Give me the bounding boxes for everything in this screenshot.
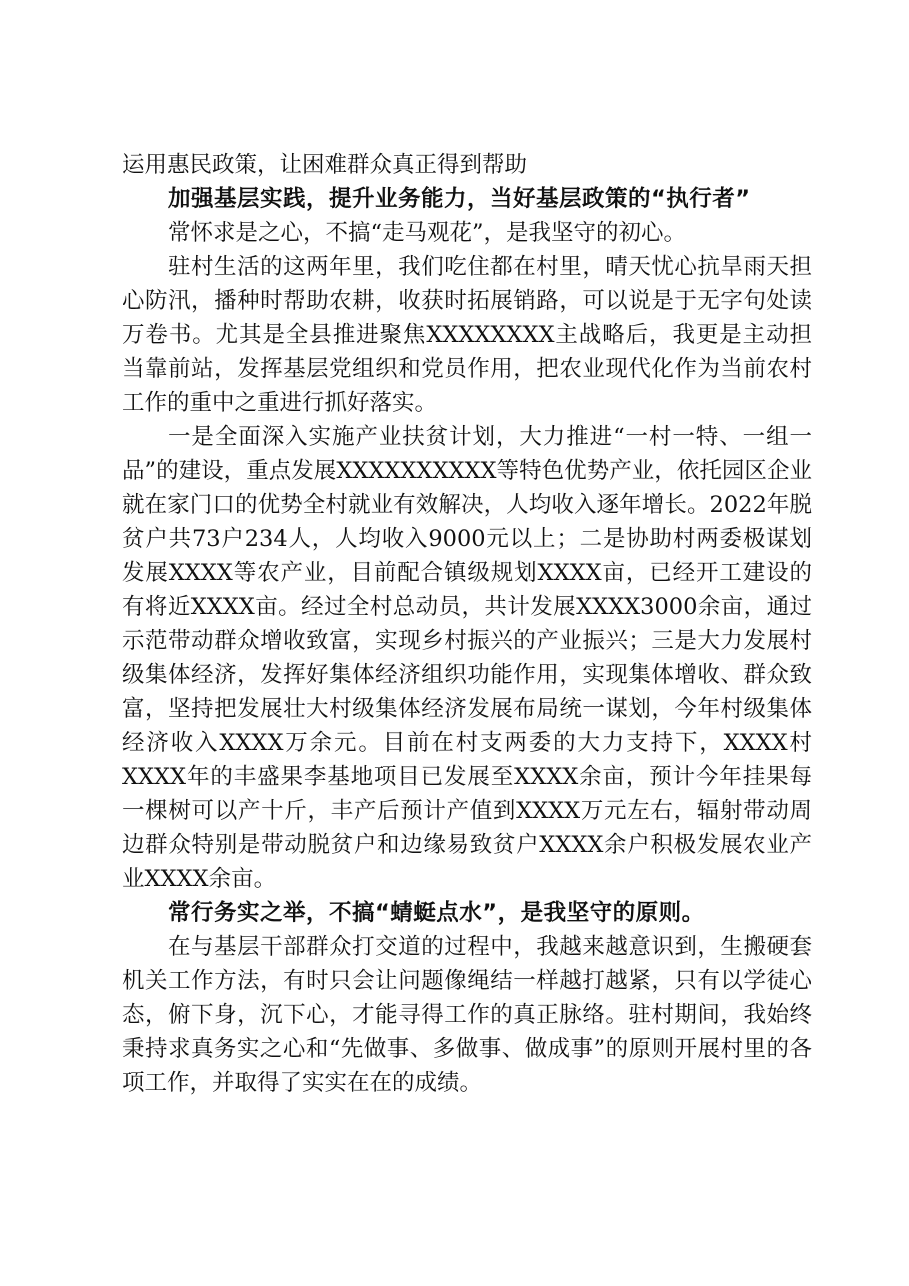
paragraph-village-life: 驻村生活的这两年里，我们吃住都在村里，晴天忧心抗旱雨天担心防汛，播种时帮助农耕，收获时拓展销路，可以说是于无字句处读万卷书。尤其是全县推进聚焦XXXXXXXX主战略后，我更是主动担当靠前站，发挥基层党组织和党员作用，把农业现代化作为当前农村工作的重中之重进行抓好落实。 bbox=[122, 254, 812, 416]
paragraph-industry-measures: 一是全面深入实施产业扶贫计划，大力推进“一村一特、一组一品”的建设，重点发展XXXXXXXXXX等特色优势产业，依托园区企业就在家门口的优势全村就业有效解决，人均收入逐年增长。2022年脱贫户共73户234人，人均收入9000元以上；二是协助村两委极谋划发展XXXX等农产业，目前配合镇级规划XXXX亩，已经开工建设的有将近XXXX亩。经过全村总动员，共计发展XXXX3000余亩，通过示范带动群众增收致富，实现乡村振兴的产业振兴；三是大力发展村级集体经济，发挥好集体经济组织功能作用，实现集体增收、群众致富，坚持把发展壮大村级集体经济发展布局统一谋划，今年村级集体经济收入XXXX万余元。目前在村支两委的大力支持下，XXXX村XXXX年的丰盛果李基地项目已发展至XXXX余亩，预计今年挂果每一棵树可以产十斤，丰产后预计产值到XXXX万元左右，辐射带动周边群众特别是带动脱贫户和边缘易致贫户XXXX余户积极发展农业产业XXXX余亩。 bbox=[122, 424, 812, 892]
paragraph-working-method: 在与基层干部群众打交道的过程中，我越来越意识到，生搬硬套机关工作方法，有时只会让问题像绳结一样越打越紧，只有以学徒心态，俯下身，沉下心，才能寻得工作的真正脉络。驻村期间，我始终秉持求真务实之心和“先做事、多做事、做成事”的原则开展村里的各项工作，并取得了实实在在的成绩。 bbox=[122, 934, 812, 1096]
document-page bbox=[122, 148, 812, 1100]
section-heading-practice: 加强基层实践，提升业务能力，当好基层政策的“执行者” bbox=[168, 186, 751, 212]
paragraph-original-intent: 常怀求是之心，不搞“走马观花”，是我坚守的初心。 bbox=[168, 220, 687, 246]
paragraph-continuation: 运用惠民政策，让困难群众真正得到帮助 bbox=[122, 152, 528, 178]
section-heading-principle: 常行务实之举，不搞“蜻蜓点水”，是我坚守的原则。 bbox=[168, 900, 705, 926]
